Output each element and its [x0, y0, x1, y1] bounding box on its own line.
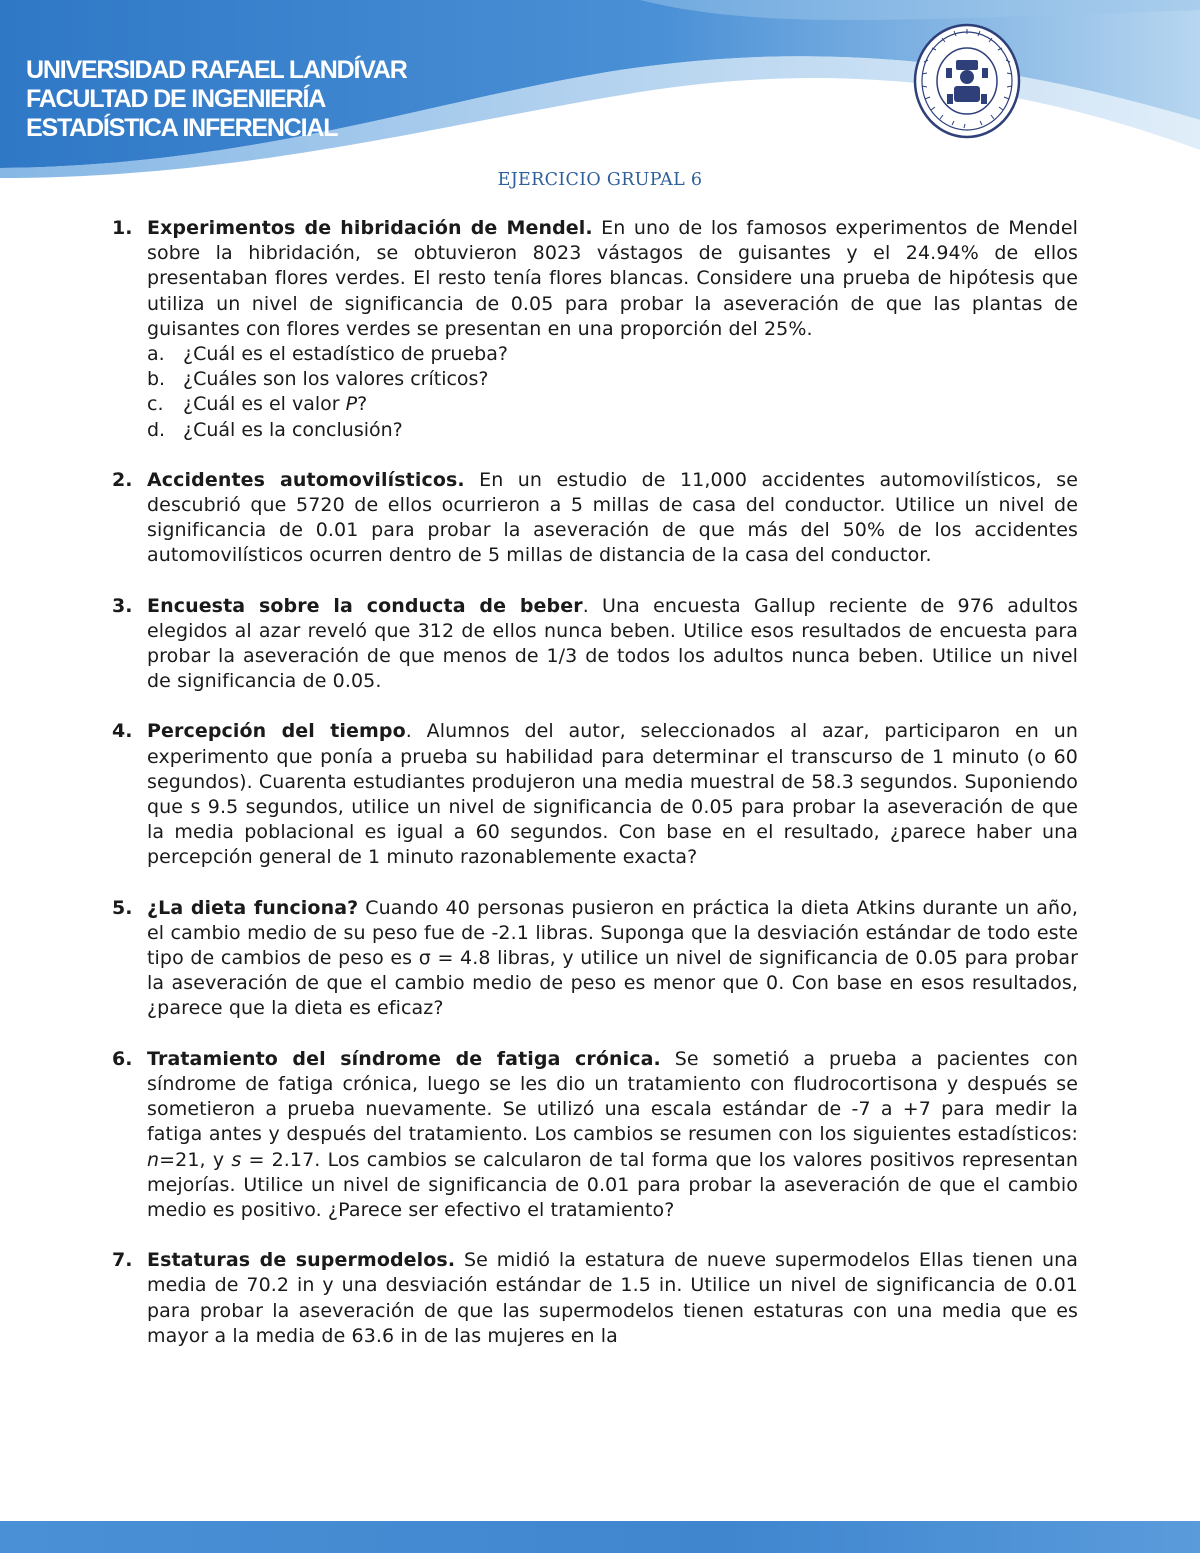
problem-number: 1.: [112, 217, 133, 239]
subquestion-d: [147, 418, 1078, 443]
subquestion-italic: P: [345, 393, 358, 416]
problem-title: Experimentos de hibridación de Mendel.: [147, 217, 593, 239]
problem-text: [147, 719, 1078, 870]
problem-body: Cuando 40 personas pusieron en práctica la dieta Atkins durante un año, el cambio medio de su peso fue de -2.1 libras. Suponga que la desviación estándar de todo este tipo de cambios de peso es σ = 4.8 libras, y utilice un nivel de significancia de 0.05 para probar la aseveración de que el cambio medio de peso es menor que 0. Con base en esos resultados, ¿parece que la dieta es eficaz?: [147, 896, 1078, 1020]
problem-7: [112, 1248, 1078, 1349]
subquestion-letter: b.: [147, 368, 166, 391]
problem-1: [112, 216, 1078, 443]
problem-body-3: = 2.17. Los cambios se calcularon de tal forma que los valores positivos representan mejorías. Utilice un nivel de significancia de 0.01 para probar la aseveración de que el cambio medio es positivo. ¿Parece ser efectivo el tratamiento?: [147, 1148, 1078, 1221]
subquestion-letter: a.: [147, 343, 165, 366]
problem-6: [112, 1047, 1078, 1223]
problem-text: [147, 1248, 1078, 1349]
problem-text: [147, 216, 1078, 342]
problem-number: 2.: [112, 468, 133, 491]
university-seal-icon: [912, 22, 1022, 140]
problem-4: [112, 719, 1078, 870]
problem-title: Tratamiento del síndrome de fatiga crónica.: [147, 1047, 661, 1070]
subquestion-letter: c.: [147, 393, 164, 416]
problem-body-2: =21, y: [159, 1148, 232, 1171]
subquestion-text: ¿Cuál es el valor: [183, 393, 346, 416]
problem-title: Percepción del tiempo: [147, 720, 406, 743]
problem-body: . Alumnos del autor, seleccionados al azar, participaron en un experimento que ponía a prueba su habilidad para determinar el transcurso de 1 minuto (o 60 segundos). Cuarenta estudiantes produjeron una media muestral de 58.3 segundos. Suponiendo que s 9.5 segundos, utilice un nivel de significancia de 0.05 para probar la aseveración de que la media poblacional es igual a 60 segundos. Con base en el resultado, ¿parece haber una percepción general de 1 minuto razonablemente exacta?: [147, 720, 1078, 869]
problem-title: Estaturas de supermodelos.: [147, 1249, 456, 1272]
faculty-name: FACULTAD DE INGENIERÍA: [26, 85, 326, 113]
problem-body: Se sometió a prueba a pacientes con síndrome de fatiga crónica, luego se les dio un tratamiento con fludrocortisona y después se sometieron a prueba nuevamente. Se utilizó una escala estándar de -7 a +7 para medir la fatiga antes y después del tratamiento. Los cambios se resumen con los siguientes estadísticos:: [147, 1047, 1078, 1146]
exercise-list: [112, 216, 1078, 1374]
subquestion-text: ¿Cuáles son los valores críticos?: [183, 368, 489, 391]
subquestion-text-end: ?: [357, 393, 368, 416]
problem-text: [147, 896, 1078, 1022]
problem-number: 4.: [112, 720, 133, 743]
problem-title: Accidentes automovilísticos.: [147, 468, 465, 491]
problem-5: [112, 896, 1078, 1022]
problem-title: Encuesta sobre la conducta de beber: [147, 594, 583, 617]
problem-body: En un estudio de 11,000 accidentes automovilísticos, se descubrió que 5720 de ellos ocurrieron a 5 millas de casa del conductor. Utilice un nivel de significancia de 0.01 para probar la aseveración de que más del 50% de los accidentes automovilísticos ocurren dentro de 5 millas de distancia de la casa del conductor.: [147, 468, 1078, 567]
stat-s-symbol: s: [231, 1148, 242, 1171]
subquestion-b: [147, 367, 1078, 392]
problem-number: 6.: [112, 1047, 133, 1070]
problem-body: . Una encuesta Gallup reciente de 976 adultos elegidos al azar reveló que 312 de ellos nunca beben. Utilice esos resultados de encuesta para probar la aseveración de que menos de 1/3 de todos los adultos nunca beben. Utilice un nivel de significancia de 0.05.: [147, 594, 1078, 693]
problem-text: [147, 1047, 1078, 1223]
problem-title: ¿La dieta funciona?: [147, 896, 359, 919]
problem-2: [112, 468, 1078, 569]
problem-body: Se midió la estatura de nueve supermodelos Ellas tienen una media de 70.2 in y una desviación estándar de 1.5 in. Utilice un nivel de significancia de 0.01 para probar la aseveración de que las supermodelos tienen estaturas con una media que es mayor a la media de 63.6 in de las mujeres en la: [147, 1249, 1078, 1347]
problem-3: [112, 594, 1078, 695]
footer-banner: [0, 1521, 1200, 1553]
problem-number: 7.: [112, 1249, 133, 1272]
document-title: EJERCICIO GRUPAL 6: [497, 170, 703, 190]
subquestion-a: [147, 342, 1078, 367]
header-title-block: [26, 56, 407, 143]
subquestion-text: ¿Cuál es el estadístico de prueba?: [183, 343, 508, 366]
problem-body: En uno de los famosos experimentos de Mendel sobre la hibridación, se obtuvieron 8023 vástagos de guisantes y el 24.94% de ellos presentaban flores verdes. El resto tenía flores blancas. Considere una prueba de hipótesis que utiliza un nivel de significancia de 0.05 para probar la aseveración de que las plantas de guisantes con flores verdes se presentan en una proporción del 25%.: [147, 217, 1078, 340]
problem-number: 3.: [112, 594, 133, 617]
university-name: UNIVERSIDAD RAFAEL LANDÍVAR: [26, 56, 407, 84]
subquestion-c: [147, 392, 1078, 417]
problem-number: 5.: [112, 896, 133, 919]
subquestion-letter: d.: [147, 418, 166, 441]
subquestion-text: ¿Cuál es la conclusión?: [183, 418, 403, 441]
problem-text: [147, 594, 1078, 695]
stat-n-symbol: n: [147, 1148, 160, 1171]
course-name: ESTADÍSTICA INFERENCIAL: [26, 114, 338, 142]
problem-text: [147, 468, 1078, 569]
subquestion-list: [147, 342, 1078, 443]
